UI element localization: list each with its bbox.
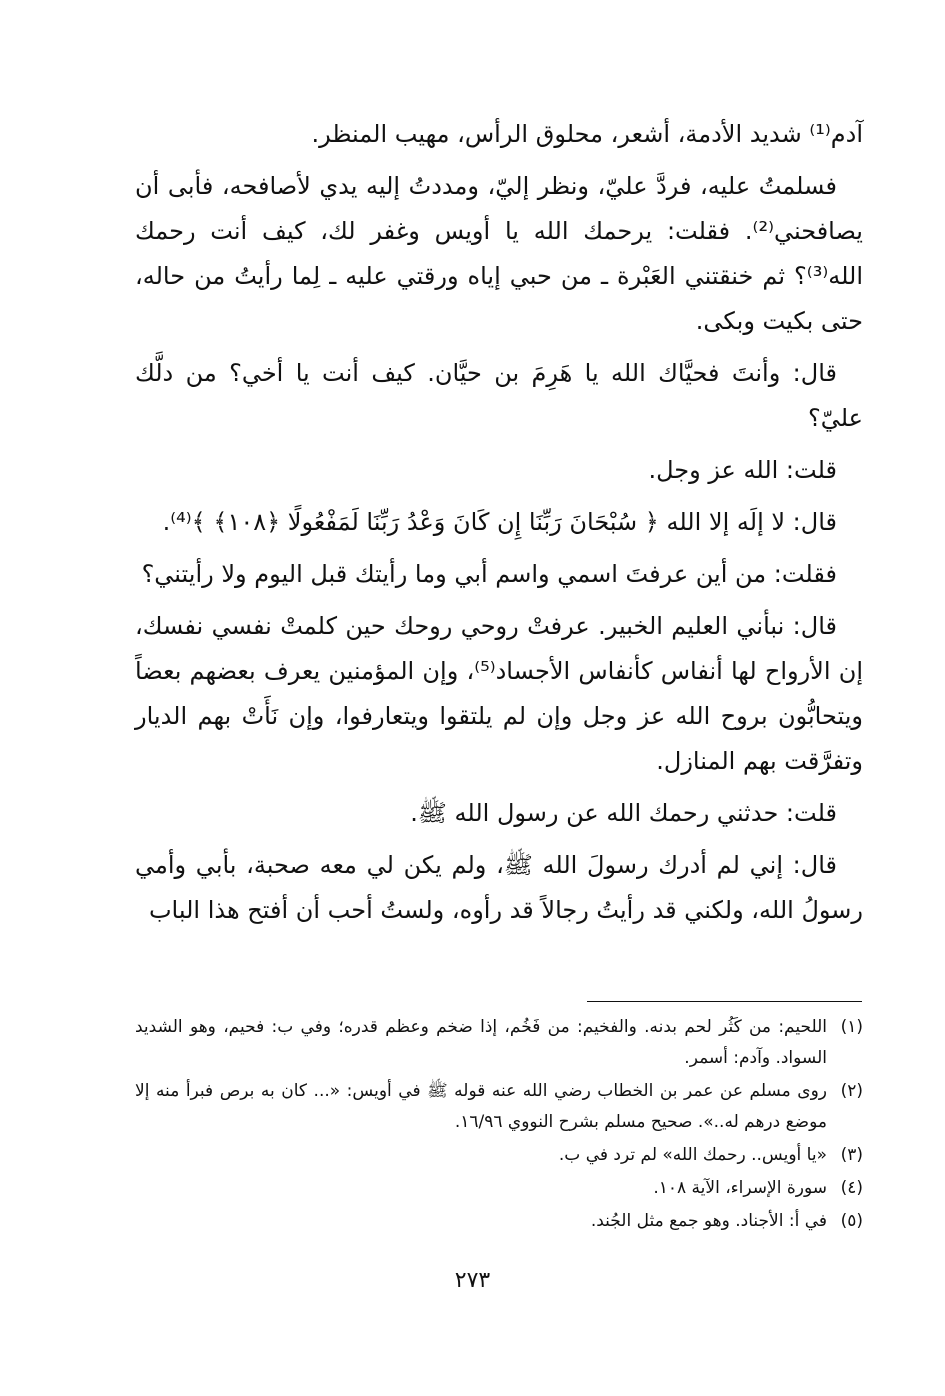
footnote-text: في أ: الأجناد. وهو جمع مثل الجُند.: [590, 1211, 827, 1231]
paragraph-5: قال: لا إلَه إلا الله ﴿ سُبْحَانَ رَبِّنَا إِن كَانَ وَعْدُ رَبِّنَا لَمَفْعُولًا ﴿١٠٨﴾ ﴾⁽⁴⁾.: [162, 508, 837, 536]
footnote-text: اللحيم: من كَثُر لحم بدنه. والفخيم: من فَخُم، إذا ضخم وعظم قدره؛ وفي ب: فحيم، وهو الشديد السواد. وآدم: أسمر.: [135, 1017, 827, 1068]
footnote-number: (٤): [840, 1178, 863, 1198]
footnote-number: (١): [840, 1017, 863, 1037]
footnote-number: (٢): [840, 1081, 863, 1101]
footnote-number: (٣): [840, 1145, 863, 1165]
footnote-separator: [587, 1001, 862, 1002]
footnotes: [135, 1012, 863, 1239]
page-number: ٢٧٣: [454, 1268, 491, 1293]
paragraph-4: قلت: الله عز وجل.: [648, 456, 837, 484]
paragraph-8: قلت: حدثني رحمك الله عن رسول الله ﷺ.: [410, 799, 837, 827]
footnote-text: سورة الإسراء، الآية ١٠٨.: [653, 1178, 827, 1198]
footnote-4: [135, 1173, 863, 1204]
paragraph-6: فقلت: من أين عرفتَ اسمي واسم أبي وما رأيتك قبل اليوم ولا رأيتني؟: [141, 560, 837, 588]
paragraph-7: قال: نبأني العليم الخبير. عرفتْ روحي روحك حين كلمتْ نفسي نفسك، إن الأرواح لها أنفاس كأنفاس الأجساد⁽⁵⁾، وإن المؤمنين يعرف بعضهم بعضاً ويتحابُّون بروح الله عز وجل وإن لم يلتقوا ويتعارفوا، وإن نَأَتْ بهم الديار وتفرَّقت بهم المنازل.: [135, 612, 863, 775]
footnote-2: [135, 1076, 863, 1138]
footnote-1: [135, 1012, 863, 1074]
paragraph-1: آدم⁽¹⁾ شديد الأدمة، أشعر، محلوق الرأس، مهيب المنظر.: [311, 120, 863, 148]
footnote-text: روى مسلم عن عمر بن الخطاب رضي الله عنه قوله ﷺ في أويس: «... كان به برص فبرأ منه إلا موضع درهم له..». صحيح مسلم بشرح النووي ١٦/٩٦.: [135, 1081, 827, 1132]
paragraph-3: قال: وأنتَ فحيَّاك الله يا هَرِمَ بن حيَّان. كيف أنت يا أخي؟ من دلَّك عليّ؟: [135, 359, 863, 432]
footnote-5: [135, 1206, 863, 1237]
paragraph-9: قال: إني لم أدرك رسولَ الله ﷺ، ولم يكن لي معه صحبة، بأبي وأمي رسولُ الله، ولكني قد رأيتُ رجالاً قد رأوه، ولستُ أحب أن أفتح هذا الباب: [135, 851, 863, 924]
footnote-text: «يا أويس.. رحمك الله» لم ترد في ب.: [558, 1145, 827, 1165]
footnote-3: [135, 1140, 863, 1171]
footnote-number: (٥): [840, 1211, 863, 1231]
main-text: [135, 112, 863, 940]
paragraph-2: فسلمتُ عليه، فردَّ عليّ، ونظر إليّ، ومددتُ إليه يدي لأصافحه، فأبى أن يصافحني⁽²⁾. فقلت: يرحمك الله يا أويس وغفر لك، كيف أنت رحمك الله⁽³⁾؟ ثم خنقتني العَبْرة ـ من حبي إياه ورقتي عليه ـ لِما رأيتُ من حاله، حتى بكيت وبكى.: [135, 172, 863, 335]
